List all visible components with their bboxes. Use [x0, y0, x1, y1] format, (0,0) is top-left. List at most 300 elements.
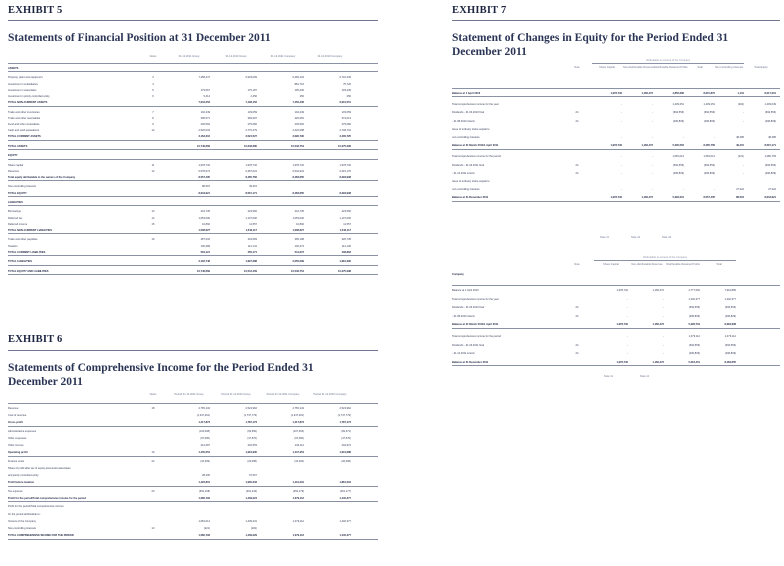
row-value: 245,562: [200, 123, 210, 126]
row-value: 146,474: [294, 244, 304, 248]
column-header: Non-distributable Reserves: [623, 66, 655, 69]
table-row: [8, 444, 378, 448]
row-value: 1,439,029: [245, 534, 257, 538]
row-value: (16,269): [200, 459, 210, 463]
row-label: Owners of the Company: [8, 519, 36, 523]
row-value: (23,095): [247, 459, 257, 463]
row-label: Revenue: [8, 407, 19, 410]
row-label: Gross profit: [8, 421, 23, 425]
exhibit7-rule: [452, 20, 780, 21]
row-label: Profit for the period/Total comprehensive income for the period: [8, 497, 86, 500]
row-value: 1,978,732: [245, 163, 257, 167]
exhibit7-title: Statement of Changes in Equity for the Period Ended 31 December 2011: [452, 32, 729, 58]
row-note: 12: [151, 129, 155, 133]
row-label: Dividends - 31.03.2011 final: [452, 343, 484, 347]
row-value: 10,533,754: [291, 269, 304, 273]
row-value: 102,449: [294, 110, 304, 114]
row-value: 1,440,377: [339, 519, 351, 523]
header-rule: [8, 403, 378, 404]
row-value: (221): [203, 527, 210, 530]
row-value: 6,469,104: [292, 76, 304, 80]
row-value: 2,102,748: [198, 260, 210, 264]
row-label: Cash and cash equivalents: [8, 129, 40, 133]
total-rule: [8, 501, 378, 502]
financial-position-table: [8, 55, 378, 330]
row-value: 1,081,014: [198, 519, 210, 523]
total-rule: [8, 539, 378, 540]
row-value: -: [683, 188, 684, 192]
table-row: [452, 306, 780, 310]
row-value: 5,414: [203, 95, 210, 98]
row-note: 11: [151, 163, 155, 167]
column-header: Non-distributable Reserves: [631, 263, 663, 266]
total-rule: [8, 255, 378, 256]
row-label: Finance costs: [8, 459, 25, 463]
row-label: Other expenses: [8, 437, 27, 440]
row-note: 5: [152, 88, 154, 92]
row-value: -: [621, 111, 622, 115]
column-header: 31.12.2011 Company: [270, 55, 296, 58]
row-value: (1,737,779): [243, 414, 257, 418]
table-row: [8, 245, 378, 249]
row-value: 1,439,251: [703, 103, 715, 107]
row-value: 1,439,049: [764, 103, 776, 107]
row-value: 10,746,669: [197, 269, 210, 273]
table-row: [452, 164, 780, 168]
row-value: 4,777,692: [688, 289, 700, 292]
row-value: 1,978,732: [339, 163, 351, 167]
total-rule: [8, 71, 378, 72]
row-value: 1,981,390: [339, 260, 351, 264]
row-value: 1,081,014: [672, 155, 684, 159]
row-value: (97,060): [294, 437, 304, 440]
row-value: 2,456: [250, 95, 257, 98]
row-value: 1,787,173: [339, 421, 351, 425]
row-label: Fund and other receivables: [8, 123, 40, 126]
row-value: -: [621, 163, 622, 167]
row-value: 8,015,870: [703, 92, 715, 95]
row-value: 7,942,896: [724, 289, 736, 292]
table-row: [8, 467, 378, 471]
table-row: [8, 185, 378, 189]
row-value: 8,557,405: [198, 176, 210, 179]
row-value: 8,465,756: [245, 176, 257, 179]
row-label: TOTAL ASSETS: [8, 144, 28, 148]
table-row: [452, 188, 780, 192]
row-value: -: [663, 335, 664, 338]
exhibit7-heading: EXHIBIT 7: [452, 5, 507, 16]
row-value: -: [652, 163, 653, 167]
row-value: 105,336: [294, 88, 304, 92]
row-value: (1,347,261): [290, 414, 304, 418]
row-value: 1,166,472: [652, 289, 664, 292]
row-value: 6,504,923: [292, 169, 304, 173]
total-rule: [8, 486, 378, 487]
row-label: TOTAL EQUITY AND LIABILITIES: [8, 269, 49, 273]
row-value: 1,107,000: [245, 216, 257, 220]
row-note: 14: [151, 216, 155, 220]
row-value: (352,179): [292, 489, 304, 493]
row-label: Investment in jointly controlled entity: [8, 95, 50, 98]
table-row: [8, 520, 378, 524]
table-row: [452, 344, 780, 348]
row-value: 2,748,731: [339, 129, 351, 133]
row-note: 24: [575, 119, 579, 123]
row-value: 86,516: [202, 185, 210, 189]
row-value: (692,556): [724, 343, 736, 347]
row-value: (221): [737, 155, 744, 159]
row-label: TOTAL CURRENT ASSETS: [8, 135, 41, 139]
row-label: Dividends - 31.03.2011 final: [452, 163, 484, 167]
row-value: 48,486: [768, 136, 776, 139]
row-note: 19: [151, 451, 155, 455]
row-label: Balance at 31 March 2011/1 April 2011: [452, 144, 499, 148]
row-value: 103,059: [247, 110, 257, 114]
row-label: Trade and other receivables: [8, 116, 41, 120]
row-value: 1,079,112: [292, 534, 304, 538]
table-row: [452, 315, 780, 319]
row-value: (296,809): [724, 352, 736, 356]
table-row: [8, 527, 378, 531]
row-label: Dividends - 31.03.2010 final: [452, 306, 485, 310]
row-value: -: [743, 111, 744, 115]
row-value: 1,080,793: [198, 497, 210, 500]
row-value: 8,393,908: [724, 323, 736, 327]
total-rule: [8, 426, 378, 427]
row-value: -: [627, 306, 628, 310]
row-value: 8,017,001: [764, 92, 776, 95]
total-rule: [8, 180, 378, 181]
table-row: [8, 164, 378, 168]
row-value: -: [743, 119, 744, 123]
company-banner: Attributable to owners of the Company: [642, 256, 688, 259]
row-value: 326,735: [341, 238, 351, 242]
row-label: Deferred tax: [8, 216, 23, 220]
row-note: 8: [152, 116, 154, 120]
row-value: -: [627, 352, 628, 356]
row-value: 1,080,793: [198, 534, 210, 538]
row-value: 10,632,680: [244, 144, 257, 148]
company-note: Note 11: [604, 375, 613, 378]
row-value: 1,053,000: [292, 216, 304, 220]
row-value: 1,440,377: [688, 297, 700, 301]
row-value: (461,177): [339, 489, 351, 493]
row-label: - 31.08.2010 interim: [452, 119, 476, 123]
row-value: 37,322: [736, 188, 744, 192]
row-value: (107,363): [292, 429, 304, 433]
row-value: (296,809): [688, 314, 700, 318]
row-value: (692,556): [703, 111, 715, 115]
changes-in-equity-group-table: [452, 59, 780, 246]
row-label: for the period attributable to:: [8, 512, 41, 516]
row-note: 13: [151, 527, 155, 530]
row-label: Share capital: [8, 163, 24, 167]
total-rule: [8, 106, 378, 107]
table-row: [8, 170, 378, 174]
column-header: 31.12.2010 Company: [317, 55, 343, 58]
row-value: -: [621, 136, 622, 139]
row-value: -: [621, 188, 622, 192]
row-value: 2,520,034: [198, 129, 210, 133]
row-value: 234,112: [294, 444, 304, 448]
table-row: [452, 111, 780, 115]
row-value: 5,318,451: [688, 360, 700, 364]
row-label: TOTAL EQUITY: [8, 191, 27, 195]
row-label: Share of profit after tax of equity accounted associates: [8, 467, 71, 470]
column-header: Note: [574, 263, 580, 266]
row-value: -: [652, 136, 653, 139]
row-value: 1,787,173: [245, 421, 257, 425]
row-value: -: [652, 111, 653, 115]
row-value: 1,900,233: [245, 481, 257, 485]
row-label: Dividends - 31.03.2010 final: [452, 111, 485, 115]
row-value: 67,667: [249, 474, 257, 478]
row-value: -: [652, 103, 653, 107]
column-header: Share Capital: [599, 66, 615, 69]
table-row: [8, 513, 378, 517]
row-value: (296,809): [672, 119, 684, 123]
row-value: -: [663, 314, 664, 318]
row-label: Deferred income: [8, 222, 28, 226]
row-value: 1,508,627: [292, 229, 304, 232]
row-label: non-controlling interests: [452, 188, 480, 192]
row-label: Investment in associates: [8, 88, 37, 92]
table-row: [8, 238, 378, 242]
row-value: -: [663, 352, 664, 356]
row-value: (1,347,261): [196, 414, 210, 418]
row-value: 8,465,756: [703, 144, 715, 148]
row-value: -: [621, 155, 622, 159]
row-note: 24: [575, 314, 579, 318]
total-rule: [452, 365, 780, 366]
row-value: -: [714, 136, 715, 139]
row-value: 103,059: [341, 110, 351, 114]
row-value: 10,892: [296, 222, 304, 226]
table-row: [8, 76, 378, 80]
row-value: (296,809): [703, 119, 715, 123]
row-value: (1,737,779): [337, 414, 351, 418]
row-value: 102,449: [200, 110, 210, 114]
table-row: [8, 83, 378, 87]
row-value: 343,083: [247, 238, 257, 242]
row-value: 1,997,288: [245, 260, 257, 264]
row-value: (296,809): [703, 171, 715, 175]
row-note: 24: [575, 343, 579, 347]
column-header: Period 31.12.2011 Group: [174, 393, 204, 396]
row-note: 24: [575, 111, 579, 115]
row-value: -: [663, 343, 664, 347]
table-row: [8, 474, 378, 478]
row-value: 1,440,377: [339, 534, 351, 538]
table-row: [8, 223, 378, 227]
row-value: 7,643,253: [198, 101, 210, 105]
row-value: 1,079,112: [292, 497, 304, 500]
row-value: 112,141: [247, 244, 257, 248]
row-value: 1,978,732: [616, 360, 628, 364]
row-value: 275,082: [247, 123, 257, 126]
row-value: 112,136: [341, 244, 351, 248]
column-header: Non-controlling Interests: [714, 66, 744, 69]
header-rule: [452, 88, 780, 89]
row-note: 24: [575, 171, 579, 175]
row-value: 8,643,921: [764, 196, 776, 200]
table-row: [452, 289, 780, 293]
row-value: 5,228,704: [688, 323, 700, 327]
row-label: Total comprehensive income for the period: [452, 155, 501, 159]
column-header: Period 31.12.2010 Company: [313, 393, 347, 396]
row-value: 455,171: [247, 250, 257, 254]
row-label: - 31.08.2010 interim: [452, 314, 476, 318]
total-rule: [452, 201, 780, 202]
row-value: 10,512,459: [244, 269, 257, 273]
total-rule: [452, 328, 780, 329]
row-value: 6,933,009: [245, 76, 257, 80]
row-value: 8,515,171: [764, 144, 776, 148]
row-note: 9: [152, 123, 154, 126]
total-rule: [8, 233, 378, 234]
row-label: Cost of revenue: [8, 414, 27, 418]
row-label: Other income: [8, 444, 24, 448]
row-label: EQUITY: [8, 154, 18, 158]
row-value: -: [627, 343, 628, 347]
row-value: 1,978,732: [198, 163, 210, 167]
row-value: -: [714, 188, 715, 192]
table-row: [452, 335, 780, 339]
row-value: (202): [250, 527, 257, 530]
row-value: 10,375,296: [338, 144, 351, 148]
column-header: Notes: [149, 55, 157, 58]
exhibit6-heading: EXHIBIT 6: [8, 334, 63, 345]
row-value: (692,556): [724, 306, 736, 310]
table-row: [8, 89, 378, 93]
row-value: 2,776,379: [245, 129, 257, 133]
row-label: Taxation: [8, 244, 18, 248]
row-note: 24: [575, 163, 579, 167]
row-value: 423,560: [341, 210, 351, 214]
row-value: 369,997: [247, 116, 257, 120]
row-note: 16: [151, 238, 155, 242]
row-value: 420,681: [294, 116, 304, 120]
table-row: [8, 95, 378, 99]
table-row: [452, 136, 780, 140]
row-value: 37,322: [768, 188, 776, 192]
row-value: 1,978,732: [616, 323, 628, 327]
row-value: (692,556): [764, 111, 776, 115]
column-header: Total Equity: [754, 66, 768, 69]
row-value: (16,263): [294, 459, 304, 463]
table-row: [452, 298, 780, 302]
row-value: 1,542,117: [245, 229, 257, 232]
row-value: 1,166,472: [652, 323, 664, 327]
row-value: 8,483,655: [292, 176, 304, 179]
row-value: 250: [346, 95, 351, 98]
row-value: 1,440,377: [724, 297, 736, 301]
row-label: TOTAL NON-CURRENT ASSETS: [8, 101, 48, 105]
row-label: Total comprehensive income for the year: [452, 297, 499, 301]
row-value: 11,557: [249, 222, 257, 226]
row-value: 1,439,231: [245, 519, 257, 523]
header-rule: [8, 63, 378, 64]
row-label: Trade and other payables: [8, 238, 38, 242]
table-row: [8, 210, 378, 214]
row-value: 5,392,201: [672, 196, 684, 200]
row-value: 49,415: [736, 144, 744, 148]
row-label: Investment in subsidiaries: [8, 82, 38, 86]
row-value: -: [652, 188, 653, 192]
table-row: [452, 352, 780, 356]
row-value: 175,187: [247, 88, 257, 92]
row-value: 1,166,472: [641, 144, 653, 148]
column-header: Note: [574, 66, 580, 69]
table-row: [8, 407, 378, 411]
row-value: 1,542,117: [339, 229, 351, 232]
row-value: 1,439,251: [672, 103, 684, 107]
row-value: (296,809): [672, 171, 684, 175]
row-note: 24: [575, 306, 579, 310]
row-value: 275,082: [341, 123, 351, 126]
row-label: Total equity attributable to the owners of the Company: [8, 176, 76, 179]
row-value: 2,322,098: [292, 129, 304, 133]
row-value: 1,978,732: [610, 196, 622, 200]
row-value: 1,901,688: [339, 451, 351, 455]
row-value: (692,556): [764, 163, 776, 167]
row-value: 8,393,908: [339, 176, 351, 179]
row-value: 7,456,406: [292, 101, 304, 105]
column-header: Total: [716, 263, 722, 266]
row-value: 1,978,732: [292, 163, 304, 167]
row-value: 395,571: [200, 116, 210, 120]
total-rule: [452, 149, 780, 150]
row-value: (47,570): [247, 437, 257, 440]
row-value: 245,562: [294, 123, 304, 126]
row-label: Profit for the period/Total comprehensive income: [8, 505, 64, 509]
row-value: -: [627, 314, 628, 318]
table-row: [8, 430, 378, 434]
row-value: (97,060): [200, 437, 210, 440]
column-header: Period 31.12.2010 Group: [221, 393, 251, 396]
row-label: Total comprehensive income for the period: [452, 335, 501, 338]
row-value: 6,901,551: [339, 101, 351, 105]
row-value: 8,483,655: [292, 191, 304, 195]
row-value: 1,417,873: [292, 421, 304, 425]
table-row: [452, 103, 780, 107]
row-value: 3,524,527: [245, 135, 257, 139]
row-value: (692,556): [703, 163, 715, 167]
row-label: Operating profit: [8, 451, 28, 455]
row-value: 2,765,134: [198, 407, 210, 410]
row-value: 1,447,354: [292, 451, 304, 455]
row-label: - 31.12.2011 interim: [452, 171, 475, 175]
total-rule: [8, 274, 378, 275]
row-value: 6,487,024: [245, 169, 257, 173]
row-value: 1,422,801: [198, 481, 210, 485]
row-value: 1,881,594: [339, 481, 351, 485]
row-value: 1,417,873: [198, 421, 210, 425]
row-value: 1,435,054: [198, 451, 210, 455]
row-label: Reserves: [8, 169, 19, 173]
exhibit6-title: Statements of Comprehensive Income for the Period Ended 31 December 2011: [8, 362, 314, 388]
row-value: 1,107,000: [339, 216, 351, 220]
row-value: 6,722,245: [339, 76, 351, 80]
row-value: -: [627, 297, 628, 301]
row-value: 541,672: [294, 250, 304, 254]
exhibit5-heading: EXHIBIT 5: [8, 5, 63, 16]
row-value: 1,431,291: [292, 481, 304, 485]
header-rule: [452, 285, 780, 286]
row-value: 5,300,552: [672, 144, 684, 148]
row-value: 8,483,655: [724, 360, 736, 364]
row-value: 86,516: [736, 196, 744, 200]
